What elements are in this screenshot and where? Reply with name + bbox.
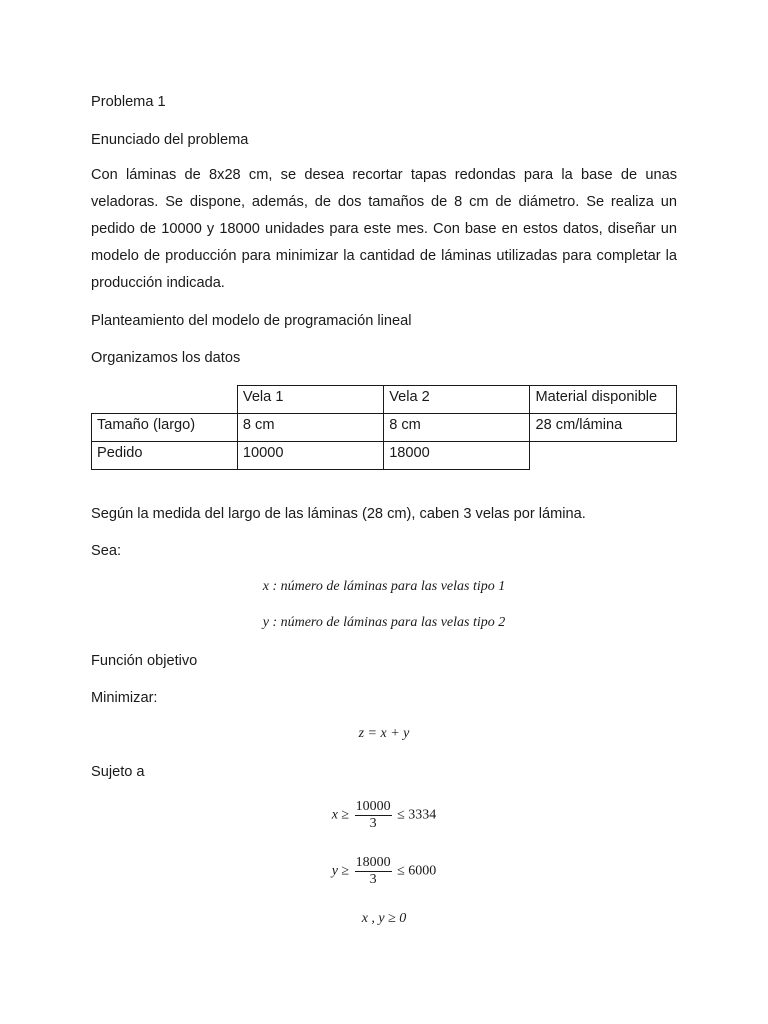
constraint-y: [91, 855, 677, 888]
table-header-cell: Material disponible: [530, 386, 677, 414]
table-cell: 8 cm: [384, 414, 530, 442]
objective-heading: Función objetivo: [91, 653, 198, 669]
table-header-row: [92, 386, 677, 414]
variable-y-definition: y : número de láminas para las velas tipo 2: [262, 615, 506, 630]
nonnegativity-constraint: x , y ≥ 0: [361, 911, 407, 926]
table-header-cell: Vela 1: [237, 386, 383, 414]
fraction-numerator: 18000: [355, 855, 391, 870]
fraction: [355, 855, 392, 888]
fraction: [355, 799, 392, 832]
table-row: [92, 442, 677, 470]
constraint-rhs: ≤ 6000: [397, 863, 437, 879]
variable-x-definition: x : número de láminas para las velas tipo 1: [262, 579, 506, 594]
table-cell: 8 cm: [237, 414, 383, 442]
organize-heading: Organizamos los datos: [91, 350, 241, 366]
let-label: Sea:: [91, 543, 122, 559]
table-cell: 28 cm/lámina: [530, 414, 677, 442]
observation-text: Según la medida del largo de las láminas (28 cm), caben 3 velas por lámina.: [91, 506, 586, 522]
minimize-label: Minimizar:: [91, 690, 158, 706]
model-heading: Planteamiento del modelo de programación lineal: [91, 313, 412, 329]
table-row: [92, 414, 677, 442]
table-cell: [530, 442, 677, 470]
data-table: [91, 385, 677, 470]
fraction-denominator: 3: [369, 816, 377, 831]
fraction-denominator: 3: [369, 872, 377, 887]
table-cell: 10000: [237, 442, 383, 470]
problem-title: Problema 1: [91, 94, 166, 110]
constraint-rhs: ≤ 3334: [397, 807, 437, 823]
subject-to-label: Sujeto a: [91, 764, 145, 780]
constraint-lhs: x ≥: [331, 807, 350, 823]
table-header-cell: Vela 2: [384, 386, 530, 414]
table-cell: Pedido: [92, 442, 238, 470]
objective-expression: z = x + y: [358, 726, 410, 741]
constraint-x: [91, 799, 677, 832]
constraint-lhs: y ≥: [331, 863, 350, 879]
table-header-cell: [92, 386, 238, 414]
table-cell: 18000: [384, 442, 530, 470]
statement-paragraph: Con láminas de 8x28 cm, se desea recortar tapas redondas para la base de unas veladoras. Se dispone, además, de dos tamaños de 8 cm de diámetro. Se realiza un pedido de 10000 y 18000 unidades para este mes. Con base en estos datos, diseñar un modelo de producción para minimizar la cantidad de láminas utilizadas para completar la producción indicada.: [91, 167, 677, 291]
fraction-numerator: 10000: [355, 799, 391, 814]
table-cell: Tamaño (largo): [92, 414, 238, 442]
statement-heading: Enunciado del problema: [91, 132, 249, 148]
